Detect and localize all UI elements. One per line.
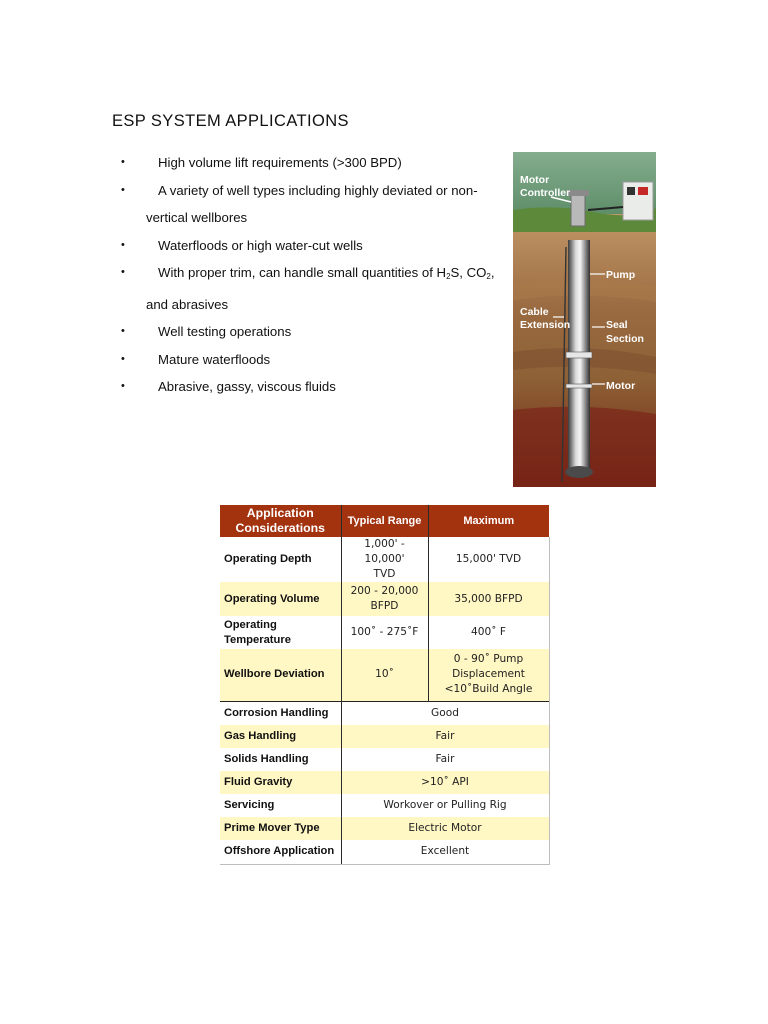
row-label: Gas Handling bbox=[220, 725, 341, 748]
bullet-icon: • bbox=[121, 380, 125, 392]
table-row bbox=[220, 840, 549, 864]
subscript: 2 bbox=[446, 272, 451, 281]
row-label: Prime Mover Type bbox=[220, 817, 341, 840]
label-motor-controller: Motor bbox=[520, 174, 550, 186]
bullet-icon: • bbox=[121, 238, 125, 251]
table-row bbox=[220, 794, 549, 817]
cell-line: Displacement bbox=[452, 668, 525, 681]
maximum-cell: 400˚ F bbox=[428, 616, 549, 649]
label-cable-extension: Cable bbox=[520, 306, 549, 318]
cell-line: TVD bbox=[373, 568, 396, 580]
cell-line: BFPD bbox=[370, 600, 399, 612]
typical-range-cell: 10˚ bbox=[341, 649, 428, 701]
page-title: ESP SYSTEM APPLICATIONS bbox=[112, 112, 349, 130]
label-motor: Motor bbox=[606, 380, 636, 392]
row-label: Offshore Application bbox=[220, 840, 341, 864]
list-item-text: Well testing operations bbox=[158, 324, 292, 339]
merged-value-cell: Electric Motor bbox=[341, 817, 549, 840]
typical-range-cell bbox=[341, 537, 428, 582]
label-line: Operating bbox=[224, 618, 277, 631]
header-line: Application bbox=[246, 506, 314, 520]
table-row bbox=[220, 649, 549, 701]
column-header: Maximum bbox=[428, 505, 549, 537]
column-header: Typical Range bbox=[341, 505, 428, 537]
list-item-continuation: and abrasives bbox=[146, 296, 229, 312]
row-label: Servicing bbox=[220, 794, 341, 817]
merged-value-cell: >10˚ API bbox=[341, 771, 549, 794]
list-item-text: Waterfloods or high water-cut wells bbox=[158, 237, 363, 253]
list-item-text: Abrasive, gassy, viscous fluids bbox=[158, 379, 336, 394]
table-row bbox=[220, 771, 549, 794]
list-item-continuation: vertical wellbores bbox=[146, 210, 248, 225]
label-seal-section: Section bbox=[606, 333, 644, 345]
row-label: Solids Handling bbox=[220, 748, 341, 771]
bullet-icon: • bbox=[121, 352, 125, 365]
label-pump: Pump bbox=[606, 269, 636, 281]
table-row bbox=[220, 582, 549, 616]
controller-panel bbox=[627, 187, 635, 195]
label-motor-controller: Controller bbox=[520, 187, 571, 199]
typical-range-cell: 100˚ - 275˚F bbox=[341, 616, 428, 649]
text-part: S, CO bbox=[450, 265, 487, 280]
list-item bbox=[118, 149, 510, 177]
table-row bbox=[220, 748, 549, 771]
bullet-icon: • bbox=[121, 266, 125, 278]
seal-section-band bbox=[566, 352, 592, 358]
text-part: , bbox=[490, 265, 495, 280]
esp-string-end bbox=[565, 466, 593, 478]
table-row bbox=[220, 537, 549, 582]
applications-list bbox=[118, 149, 510, 401]
row-label: Operating Depth bbox=[220, 537, 341, 582]
row-label bbox=[220, 616, 341, 649]
row-label: Corrosion Handling bbox=[220, 701, 341, 725]
list-item bbox=[118, 259, 510, 318]
cell-line: <10˚Build Angle bbox=[444, 683, 533, 696]
typical-range-cell bbox=[341, 582, 428, 616]
bullet-icon: • bbox=[121, 156, 125, 168]
list-item bbox=[118, 373, 510, 401]
merged-value-cell: Fair bbox=[341, 725, 549, 748]
cell-line: 200 - 20,000 bbox=[350, 585, 419, 597]
maximum-cell: 15,000' TVD bbox=[428, 537, 549, 582]
bullet-icon: • bbox=[121, 183, 125, 196]
table-row bbox=[220, 817, 549, 840]
merged-value-cell: Excellent bbox=[341, 840, 549, 864]
list-item bbox=[118, 232, 510, 260]
list-item bbox=[118, 346, 510, 374]
table-row bbox=[220, 616, 549, 649]
list-item bbox=[118, 177, 510, 232]
header-line: Considerations bbox=[235, 521, 325, 535]
motor-band bbox=[566, 384, 592, 388]
table-row bbox=[220, 725, 549, 748]
bullet-icon: • bbox=[121, 325, 125, 337]
list-item-text bbox=[118, 265, 495, 280]
controller-panel bbox=[638, 187, 648, 195]
wellhead bbox=[571, 192, 585, 226]
label-line: Temperature bbox=[224, 633, 291, 646]
list-item bbox=[118, 318, 510, 346]
merged-value-cell: Good bbox=[341, 701, 549, 725]
esp-system-illustration bbox=[513, 152, 656, 487]
column-header bbox=[220, 505, 341, 537]
application-considerations-table bbox=[220, 505, 550, 865]
merged-value-cell: Fair bbox=[341, 748, 549, 771]
maximum-cell: 35,000 BFPD bbox=[428, 582, 549, 616]
maximum-cell bbox=[428, 649, 549, 701]
wellhead-cap bbox=[567, 190, 589, 196]
row-label: Fluid Gravity bbox=[220, 771, 341, 794]
label-cable-extension: Extension bbox=[520, 319, 571, 331]
row-label: Wellbore Deviation bbox=[220, 649, 341, 701]
list-item-text: High volume lift requirements (>300 BPD) bbox=[158, 155, 402, 170]
subscript: 2 bbox=[486, 272, 491, 281]
merged-value-cell: Workover or Pulling Rig bbox=[341, 794, 549, 817]
list-item-text: Mature waterfloods bbox=[158, 351, 271, 367]
text-part: With proper trim, can handle small quantities of H bbox=[158, 265, 447, 280]
cell-line: 0 - 90˚ Pump bbox=[453, 653, 524, 666]
row-label: Operating Volume bbox=[220, 582, 341, 616]
cell-line: 1,000' - 10,000' bbox=[364, 538, 405, 565]
label-seal-section: Seal bbox=[606, 319, 628, 331]
table-row bbox=[220, 701, 549, 725]
list-item-text: A variety of well types including highly deviated or non- bbox=[158, 182, 478, 198]
table-header-row bbox=[220, 505, 549, 537]
